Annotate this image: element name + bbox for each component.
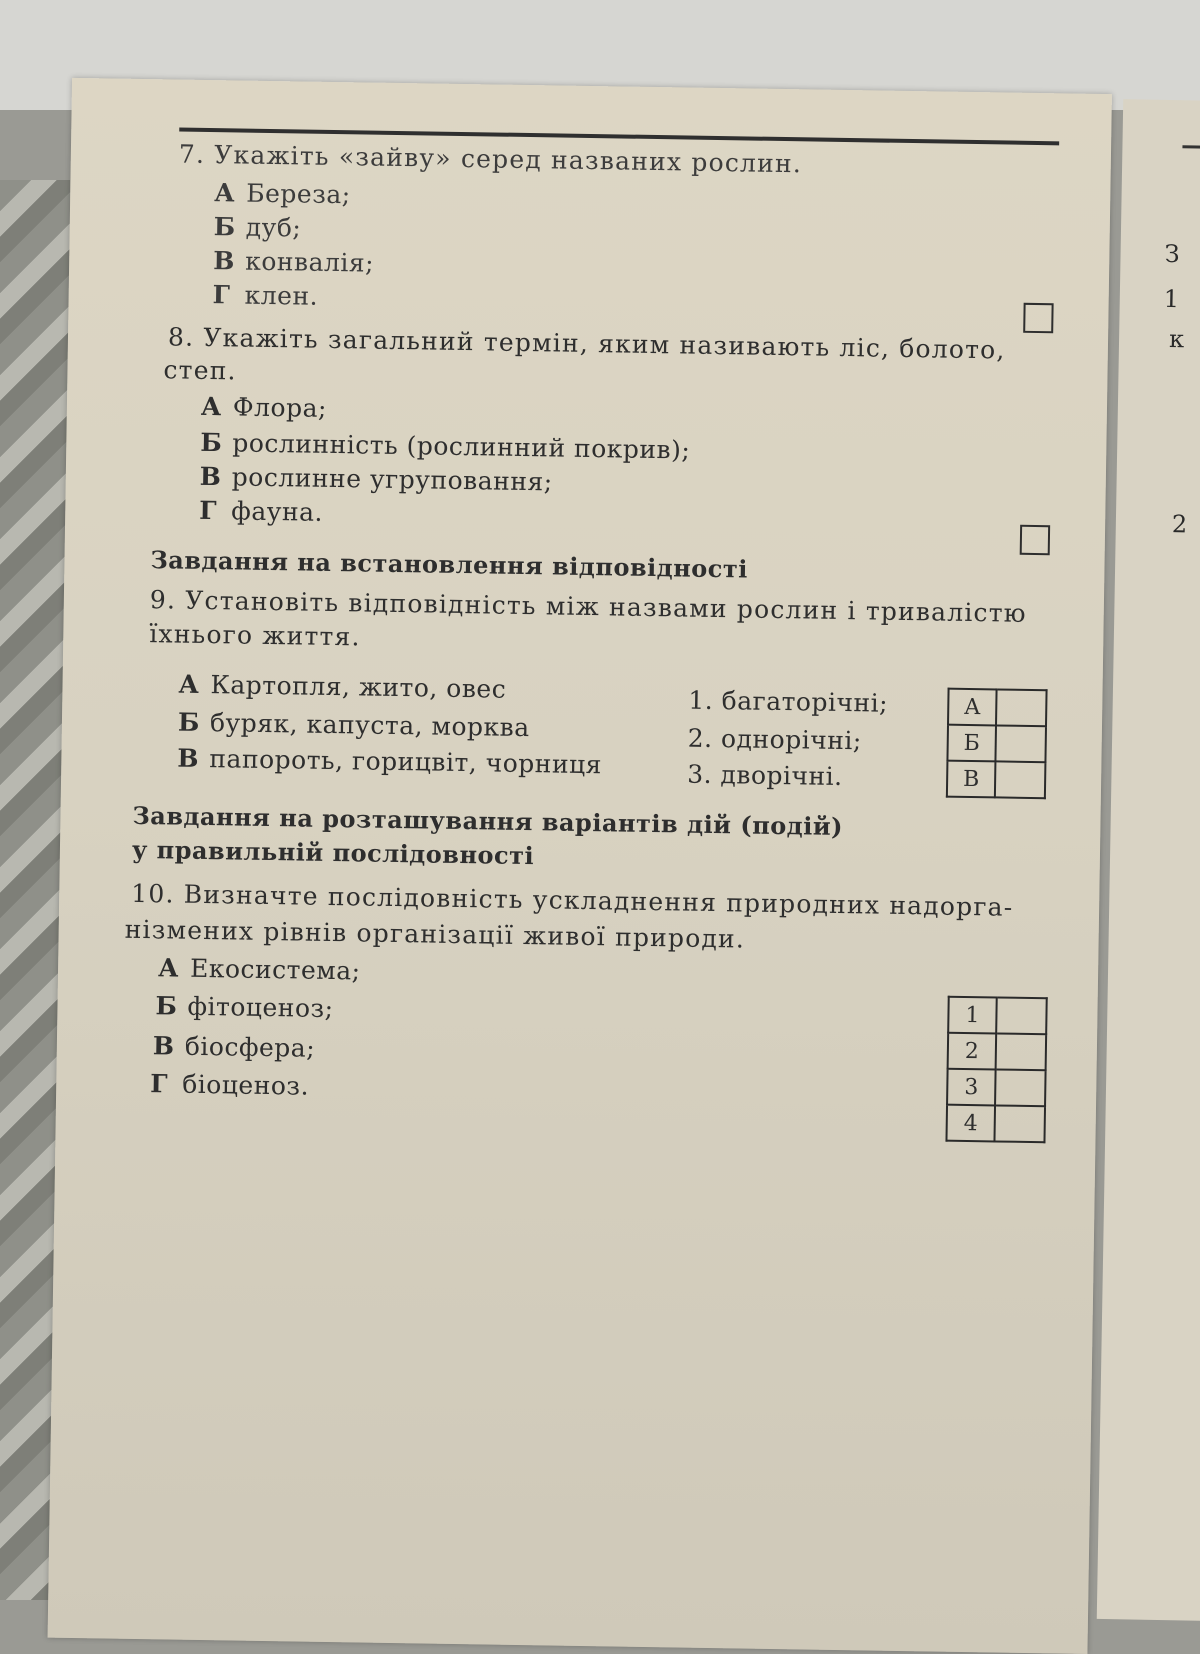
q9-left-b: Б буряк, капуста, морква: [177, 707, 530, 743]
q7-answer-box[interactable]: [1023, 303, 1053, 333]
workbook-page: [48, 78, 1112, 1654]
q10-grid-cell[interactable]: [996, 997, 1047, 1034]
q7-question: 7. Укажіть «зайву» серед названих рослин.: [178, 139, 803, 179]
q7-option-a: А Береза;: [214, 178, 351, 210]
q9-grid-cell[interactable]: [995, 761, 1046, 798]
q9-question-line1: 9. Установіть відповідність між назвами рослин і тривалістю: [149, 585, 1027, 628]
q9-answer-grid: [946, 688, 1048, 800]
q9-grid-cell[interactable]: [996, 689, 1047, 726]
q9-grid-label: В: [947, 761, 996, 798]
section-matching-heading: Завдання на встановлення відповідності: [150, 545, 749, 584]
q10-grid-label: 1: [948, 997, 997, 1034]
q9-grid-label: Б: [947, 725, 996, 762]
q10-option-c: В біосфера;: [152, 1031, 316, 1063]
q9-question-line2: їхнього життя.: [149, 619, 361, 652]
q10-grid-row: [948, 1033, 1047, 1071]
next-page-fragment: 2: [1171, 510, 1188, 539]
section-sequence-heading-line1: Завдання на розташування варіантів дій (подій): [132, 800, 844, 842]
next-page-fragment: 1: [1163, 284, 1180, 314]
q7-option-b: Б дуб;: [213, 212, 302, 243]
q9-left-a: А Картопля, жито, овес: [178, 669, 507, 704]
q10-grid-row: [946, 1105, 1045, 1143]
q7-option-d: Г клен.: [212, 280, 319, 311]
q10-option-a: А Екосистема;: [157, 953, 361, 986]
q8-option-d: Г фауна.: [199, 495, 324, 527]
q10-grid-row: [948, 997, 1047, 1035]
q10-option-b: Б фітоценоз;: [155, 991, 334, 1024]
next-page-rule: [1182, 145, 1200, 149]
q10-question-line2: нізмених рівнів організації живої природи.: [124, 914, 746, 954]
q9-grid-cell[interactable]: [995, 725, 1046, 762]
q7-option-c: В конвалія;: [212, 246, 375, 278]
q10-answer-grid: [945, 996, 1047, 1144]
q8-option-b: Б рослинність (рослинний покрив);: [200, 427, 691, 465]
q9-left-c: В папороть, горицвіт, чорниця: [177, 743, 603, 780]
q8-option-a: А Флора;: [200, 391, 328, 423]
next-page-fragment: З: [1164, 239, 1180, 269]
next-page-fragment: к: [1168, 324, 1185, 354]
q10-grid-cell[interactable]: [995, 1069, 1046, 1106]
q9-grid-row: [947, 761, 1046, 799]
q8-answer-box[interactable]: [1020, 525, 1050, 555]
q8-option-c: В рослинне угруповання;: [199, 461, 553, 497]
next-page: [1097, 99, 1200, 1621]
section-sequence-heading-line2: у правильній послідовності: [131, 834, 535, 871]
q9-right-3: 3. дворічні.: [686, 759, 843, 792]
q10-grid-cell[interactable]: [996, 1033, 1047, 1070]
q8-question-line2: степ.: [163, 355, 237, 386]
q10-option-d: Г біоценоз.: [150, 1069, 310, 1101]
q10-grid-row: [947, 1069, 1046, 1107]
q10-question-line1: 10. Визначте послідовність ускладнення природних надорга-: [131, 878, 1014, 922]
q9-grid-label: А: [948, 689, 997, 726]
q10-grid-label: 2: [948, 1033, 997, 1070]
q9-grid-row: [948, 689, 1047, 727]
q9-right-1: 1. багаторічні;: [688, 685, 889, 718]
q9-grid-row: [947, 725, 1046, 763]
q8-question-line1: 8. Укажіть загальний термін, яким називають ліс, болото,: [167, 322, 1006, 365]
q10-grid-cell[interactable]: [994, 1105, 1045, 1142]
q9-right-2: 2. однорічні;: [687, 723, 863, 756]
q10-grid-label: 3: [947, 1069, 996, 1106]
q10-grid-label: 4: [946, 1105, 995, 1142]
